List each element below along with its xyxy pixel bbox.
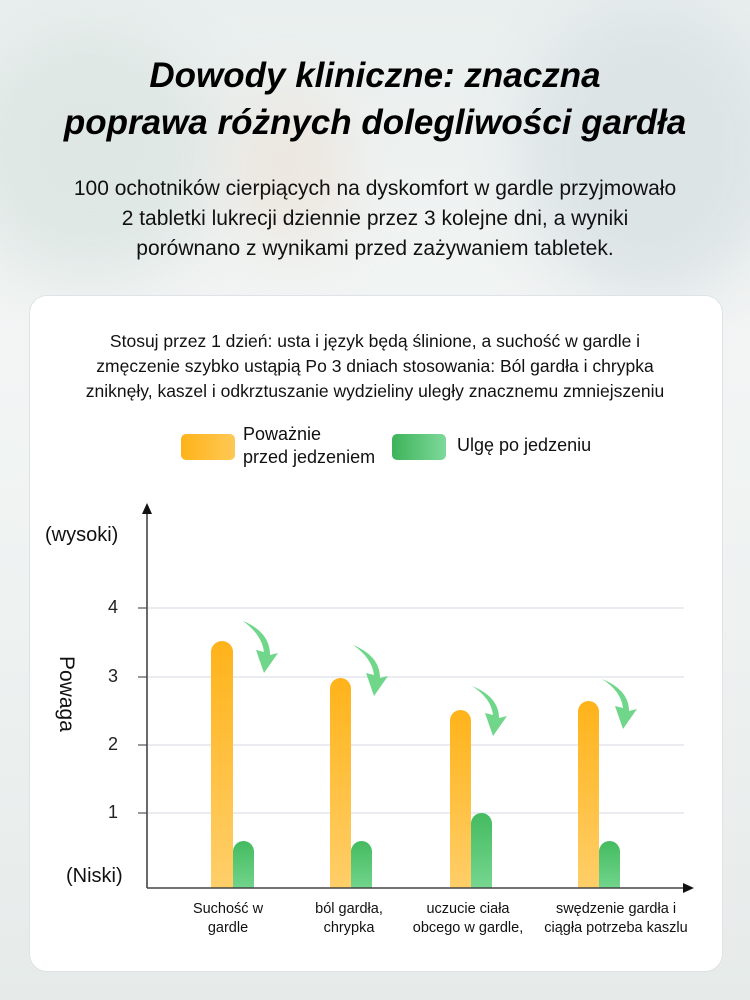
y-tick-3: 3 bbox=[107, 666, 118, 686]
category-3-line-2: obcego w gardle, bbox=[412, 920, 524, 936]
study-description bbox=[20, 174, 730, 264]
category-label-3 bbox=[393, 900, 543, 938]
legend-before-line-1: Poważnie bbox=[243, 424, 322, 444]
y-tick-1: 1 bbox=[107, 802, 118, 822]
subtitle-line-3: porównano z wynikami przed zażywaniem tabletek. bbox=[136, 237, 614, 260]
y-low-label: (Niski) bbox=[66, 865, 123, 887]
usage-note bbox=[30, 329, 720, 404]
note-line-1: Stosuj przez 1 dzień: usta i język będą ślinione, a suchość w gardle i bbox=[109, 331, 641, 351]
category-2-line-1: ból gardła, bbox=[315, 901, 383, 917]
category-4-line-2: ciągła potrzeba kaszlu bbox=[544, 920, 688, 936]
title-line-2: poprawa różnych dolegliwości gardła bbox=[63, 103, 687, 142]
y-axis-title: Powaga bbox=[55, 656, 78, 732]
title-line-1: Dowody kliniczne: znaczna bbox=[149, 56, 601, 95]
category-4-line-1: swędzenie gardła i bbox=[555, 901, 677, 917]
y-high-label: (wysoki) bbox=[45, 524, 119, 546]
category-1-line-2: gardle bbox=[207, 920, 249, 936]
category-1-line-1: Suchość w bbox=[192, 901, 264, 917]
y-tick-4: 4 bbox=[107, 597, 118, 617]
legend-swatch-before bbox=[181, 434, 235, 460]
page-title bbox=[0, 52, 750, 146]
subtitle-line-1: 100 ochotników cierpiących na dyskomfort w gardle przyjmowało bbox=[73, 177, 677, 200]
note-line-3: zniknęły, kaszel i odkrztuszanie wydzieliny uległy znacznemu zmniejszeniu bbox=[85, 381, 665, 401]
legend-swatch-after bbox=[392, 434, 446, 460]
category-2-line-2: chrypka bbox=[323, 920, 375, 936]
legend-label-before bbox=[243, 423, 375, 469]
category-3-line-1: uczucie ciała bbox=[426, 901, 510, 917]
note-line-2: zmęczenie szybko ustąpią Po 3 dniach stosowania: Ból gardła i chrypka bbox=[96, 356, 654, 376]
y-tick-2: 2 bbox=[107, 734, 118, 754]
legend-label-after: Ulgę po jedzeniu bbox=[457, 435, 592, 455]
subtitle-line-2: 2 tabletki lukrecji dziennie przez 3 kolejne dni, a wyniki bbox=[121, 207, 629, 230]
legend-before-line-2: przed jedzeniem bbox=[243, 447, 376, 467]
category-label-4 bbox=[531, 900, 701, 938]
